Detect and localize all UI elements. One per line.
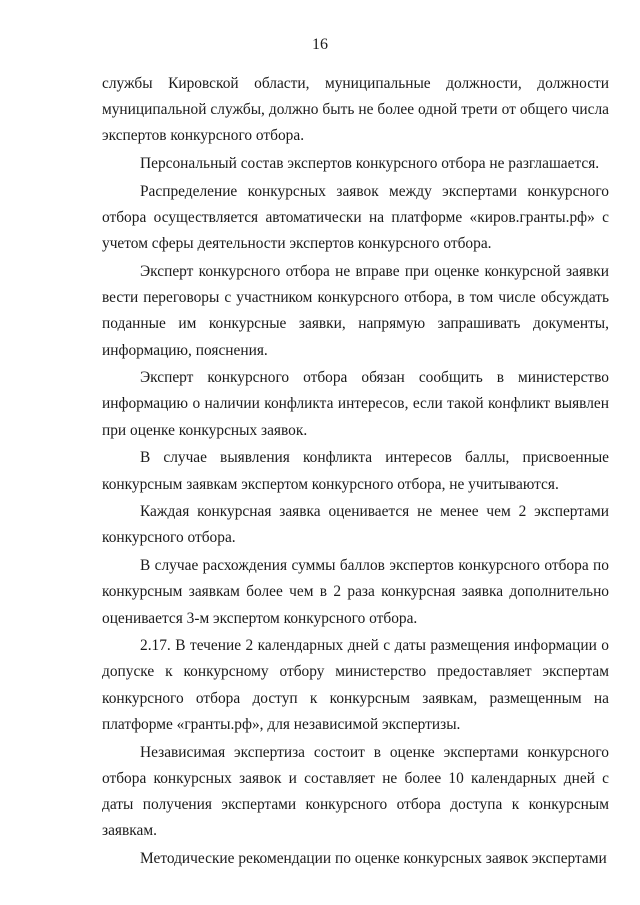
paragraph: В случае расхождения суммы баллов экспертов конкурсного отбора по конкурсным заявкам более чем в 2 раза конкурсная заявка дополнительно оценивается 3-м экспертом конкурсного отбора. bbox=[102, 557, 609, 627]
paragraph: Распределение конкурсных заявок между экспертами конкурсного отбора осуществляется автоматически на платформе «киров.гранты.рф» с учетом сферы деятельности экспертов конкурсного отбора. bbox=[102, 182, 609, 253]
paragraph: В случае выявления конфликта интересов баллы, присвоенные конкурсным заявкам экспертом конкурсного отбора, не учитываются. bbox=[102, 449, 609, 493]
paragraph-truncated: Методические рекомендации по оценке конкурсных заявок экспертами bbox=[140, 849, 607, 867]
paragraph: Каждая конкурсная заявка оценивается не менее чем 2 экспертами конкурсного отбора. bbox=[102, 503, 609, 547]
paragraph: Персональный состав экспертов конкурсного отбора не разглашается. bbox=[140, 155, 600, 173]
document-body bbox=[102, 71, 609, 872]
section-paragraph-2-17: 2.17. В течение 2 календарных дней с даты размещения информации о допуске к конкурсному отбору министерство предоставляет экспертам конкурсного отбора доступ к конкурсным заявкам, размещенным на платформе «гранты.рф», для независимой экспертизы. bbox=[102, 637, 609, 733]
paragraph-continuation: службы Кировской области, муниципальные должности, должности муниципальной службы, должно быть не более одной трети от общего числа экспертов конкурсного отбора. bbox=[102, 75, 609, 145]
paragraph: Эксперт конкурсного отбора не вправе при оценке конкурсной заявки вести переговоры с участником конкурсного отбора, в том числе обсуждать поданные им конкурсные заявки, напрямую запрашивать документы, информацию, пояснения. bbox=[102, 262, 609, 359]
paragraph: Независимая экспертиза состоит в оценке экспертами конкурсного отбора конкурсных заявок и составляет не более 10 календарных дней с даты получения экспертами конкурсного отбора доступа к конкурсным заявкам. bbox=[102, 743, 609, 840]
page-number: 16 bbox=[312, 36, 328, 53]
paragraph: Эксперт конкурсного отбора обязан сообщить в министерство информацию о наличии конфликта интересов, если такой конфликт выявлен при оценке конкурсных заявок. bbox=[102, 369, 609, 439]
